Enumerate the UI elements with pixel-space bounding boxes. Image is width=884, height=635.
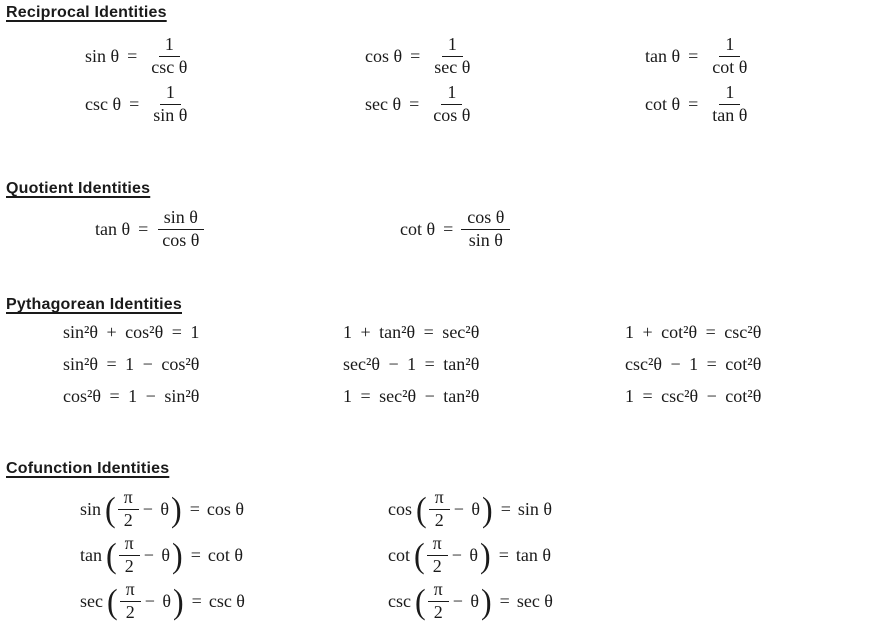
section-title: Reciprocal Identities <box>6 4 167 21</box>
fraction-numerator: π <box>118 487 139 509</box>
equation: cos²θ = 1 − sin²θ <box>63 385 200 406</box>
fraction-numerator: 1 <box>159 34 180 56</box>
fraction <box>428 579 449 622</box>
equation-grid <box>6 486 884 624</box>
fraction <box>706 34 753 77</box>
argument-tail: − θ <box>452 590 480 611</box>
section-pythagorean-identities <box>6 296 884 412</box>
equation-rhs: tan θ <box>515 544 551 565</box>
right-paren: ) <box>480 535 491 575</box>
equation: 1 = sec²θ − tan²θ <box>343 385 480 406</box>
equation <box>80 487 244 530</box>
equals-sign: = <box>499 590 510 611</box>
fraction-denominator: cos θ <box>162 229 200 250</box>
equals-sign: = <box>138 218 149 239</box>
function-name: csc <box>388 590 411 611</box>
equation-grid <box>6 204 884 254</box>
right-paren: ) <box>171 489 182 529</box>
fraction <box>428 34 476 77</box>
equals-sign: = <box>127 45 138 66</box>
function-name: tan <box>80 544 102 565</box>
fraction-denominator: cot θ <box>712 56 748 77</box>
equation: 1 = csc²θ − cot²θ <box>625 385 762 406</box>
equation-rhs: cot θ <box>207 544 243 565</box>
equals-sign: = <box>129 93 140 114</box>
equation-grid <box>6 316 884 412</box>
equation-rhs: csc θ <box>208 590 245 611</box>
equation <box>388 487 552 530</box>
equation-rhs: sin θ <box>517 498 552 519</box>
section-title: Pythagorean Identities <box>6 296 182 313</box>
equals-sign: = <box>190 544 201 565</box>
equals-sign: = <box>409 93 420 114</box>
equation-lhs: tan θ <box>95 218 131 239</box>
fraction-numerator: 1 <box>441 82 462 104</box>
fraction <box>120 579 141 622</box>
equation <box>400 207 510 250</box>
fraction-numerator: π <box>429 487 450 509</box>
fraction-numerator: 1 <box>160 82 181 104</box>
equation: sin²θ + cos²θ = 1 <box>63 321 200 342</box>
fraction-numerator: 1 <box>719 82 740 104</box>
equals-sign: = <box>443 218 454 239</box>
fraction-numerator: π <box>428 579 449 601</box>
fraction-numerator: π <box>120 579 141 601</box>
fraction <box>427 82 476 125</box>
fraction-denominator: 2 <box>125 601 135 622</box>
equals-sign: = <box>410 45 421 66</box>
section-title: Quotient Identities <box>6 180 151 197</box>
section-title: Cofunction Identities <box>6 460 170 477</box>
left-paren: ( <box>106 535 117 575</box>
right-paren: ) <box>172 535 183 575</box>
left-paren: ( <box>105 489 116 529</box>
fraction-numerator: 1 <box>442 34 463 56</box>
equation-lhs: sin θ <box>85 45 120 66</box>
equation: sin²θ = 1 − cos²θ <box>63 353 200 374</box>
equation: sec²θ − 1 = tan²θ <box>343 353 480 374</box>
section-quotient-identities <box>6 180 884 254</box>
fraction-denominator: 2 <box>433 601 443 622</box>
equation <box>95 207 205 250</box>
left-paren: ( <box>414 535 425 575</box>
fraction <box>429 487 450 530</box>
fraction <box>145 34 193 77</box>
equation <box>365 82 476 125</box>
fraction <box>706 82 753 125</box>
fraction-numerator: π <box>427 533 448 555</box>
fraction-numerator: π <box>119 533 140 555</box>
function-name: cot <box>388 544 410 565</box>
fraction <box>118 487 139 530</box>
fraction <box>147 82 193 125</box>
equals-sign: = <box>688 45 699 66</box>
equation <box>388 579 553 622</box>
equation <box>80 579 245 622</box>
equals-sign: = <box>191 590 202 611</box>
function-name: sec <box>80 590 103 611</box>
argument-tail: − θ <box>143 544 171 565</box>
fraction <box>461 207 510 250</box>
equation-lhs: csc θ <box>85 93 122 114</box>
equals-sign: = <box>189 498 200 519</box>
argument-tail: − θ <box>451 544 479 565</box>
fraction-denominator: sec θ <box>434 56 471 77</box>
equals-sign: = <box>498 544 509 565</box>
equation <box>85 34 193 77</box>
section-cofunction-identities <box>6 460 884 624</box>
right-paren: ) <box>482 489 493 529</box>
equation <box>365 34 476 77</box>
equation-rhs: cos θ <box>206 498 244 519</box>
fraction-numerator: 1 <box>719 34 740 56</box>
left-paren: ( <box>416 489 427 529</box>
equals-sign: = <box>500 498 511 519</box>
fraction-numerator: sin θ <box>158 207 204 229</box>
section-reciprocal-identities <box>6 4 884 128</box>
fraction <box>156 207 205 250</box>
equation-grid <box>6 32 884 128</box>
fraction-denominator: tan θ <box>712 104 748 125</box>
equation-lhs: cot θ <box>400 218 436 239</box>
equation-lhs: tan θ <box>645 45 681 66</box>
equation-lhs: sec θ <box>365 93 402 114</box>
equation-lhs: cos θ <box>365 45 403 66</box>
function-name: sin <box>80 498 102 519</box>
function-name: cos <box>388 498 412 519</box>
fraction-denominator: cos θ <box>433 104 471 125</box>
equation <box>80 533 243 576</box>
right-paren: ) <box>481 581 492 621</box>
fraction-denominator: sin θ <box>153 104 188 125</box>
left-paren: ( <box>414 581 426 621</box>
argument-tail: − θ <box>144 590 172 611</box>
equation-rhs: sec θ <box>516 590 553 611</box>
equation: csc²θ − 1 = cot²θ <box>625 353 762 374</box>
fraction-denominator: 2 <box>432 555 442 576</box>
fraction <box>119 533 140 576</box>
equation-lhs: cot θ <box>645 93 681 114</box>
fraction <box>427 533 448 576</box>
right-paren: ) <box>173 581 184 621</box>
fraction-denominator: sin θ <box>468 229 503 250</box>
fraction-denominator: 2 <box>434 509 444 530</box>
argument-tail: − θ <box>142 498 170 519</box>
equation <box>388 533 551 576</box>
equation: 1 + cot²θ = csc²θ <box>625 321 762 342</box>
fraction-denominator: 2 <box>124 555 134 576</box>
equation <box>645 34 753 77</box>
equation: 1 + tan²θ = sec²θ <box>343 321 480 342</box>
equals-sign: = <box>688 93 699 114</box>
argument-tail: − θ <box>453 498 481 519</box>
fraction-denominator: 2 <box>123 509 133 530</box>
left-paren: ( <box>106 581 118 621</box>
equation <box>645 82 753 125</box>
fraction-denominator: csc θ <box>151 56 188 77</box>
fraction-numerator: cos θ <box>461 207 510 229</box>
equation <box>85 82 193 125</box>
